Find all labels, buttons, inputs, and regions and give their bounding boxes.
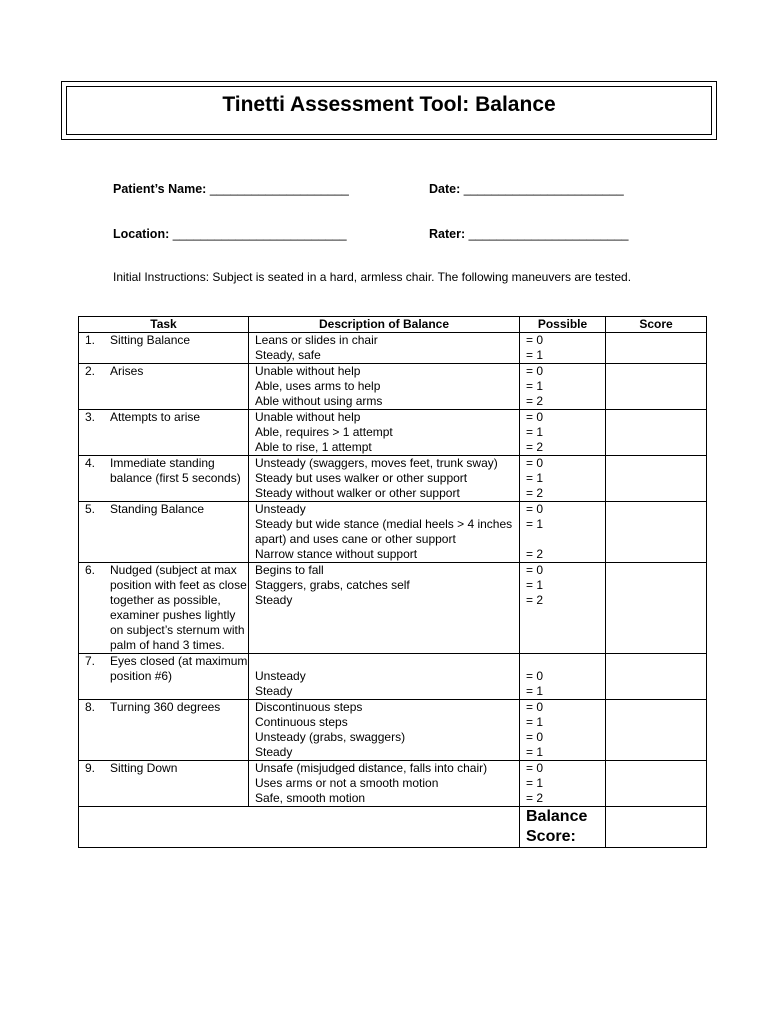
- description-item: Begins to fall: [255, 563, 324, 577]
- balance-score-label: Balance Score:: [520, 807, 606, 848]
- date-field[interactable]: [429, 182, 624, 196]
- possible-value: = 1: [526, 578, 544, 592]
- task-label: Attempts to arise: [110, 410, 201, 424]
- balance-score-input[interactable]: [606, 807, 707, 848]
- description-item: Continuous steps: [255, 715, 348, 729]
- table-row: [79, 364, 707, 410]
- task-number: 7.: [85, 654, 96, 668]
- description-item: Able to rise, 1 attempt: [255, 440, 372, 454]
- title-inner-border: [66, 86, 712, 135]
- score-input-cell[interactable]: [606, 502, 707, 563]
- possible-value: = 0: [526, 333, 544, 347]
- score-input-cell[interactable]: [606, 761, 707, 807]
- patient-name-label: Patient’s Name:: [113, 182, 207, 196]
- possible-value: = 0: [526, 730, 544, 744]
- description-item: Steady: [255, 684, 293, 698]
- score-input-cell[interactable]: [606, 700, 707, 761]
- location-line: _________________________: [172, 227, 347, 241]
- table-row: [79, 410, 707, 456]
- task-label: Sitting Down: [110, 761, 178, 775]
- header-description: Description of Balance: [249, 317, 520, 333]
- possible-value: = 1: [526, 348, 544, 362]
- task-cell: [79, 700, 249, 761]
- task-number: 6.: [85, 563, 96, 577]
- table-header-row: [79, 317, 707, 333]
- score-input-cell[interactable]: [606, 654, 707, 700]
- task-label: Arises: [110, 364, 144, 378]
- possible-value: = 2: [526, 486, 544, 500]
- possible-value: = 2: [526, 791, 544, 805]
- description-item: Unsteady: [255, 669, 306, 683]
- task-label: Nudged (subject at max position with feet as close together as possible, examiner pushes lightly on subject’s sternum with palm of hand 3 times.: [110, 563, 247, 652]
- task-label: Sitting Balance: [110, 333, 191, 347]
- possible-value: = 1: [526, 745, 544, 759]
- balance-score-row: [79, 807, 707, 848]
- score-input-cell[interactable]: [606, 333, 707, 364]
- rater-label: Rater:: [429, 227, 466, 241]
- description-item: Unable without help: [255, 364, 361, 378]
- balance-table: [78, 316, 707, 848]
- description-cell: [249, 700, 520, 761]
- description-cell: [249, 410, 520, 456]
- possible-value: = 2: [526, 593, 544, 607]
- possible-value: = 1: [526, 684, 544, 698]
- possible-cell: [520, 563, 606, 654]
- possible-cell: [520, 410, 606, 456]
- description-cell: [249, 761, 520, 807]
- date-line: _______________________: [463, 182, 624, 196]
- possible-value: = 1: [526, 471, 544, 485]
- possible-value: = 0: [526, 410, 544, 424]
- possible-cell: [520, 700, 606, 761]
- description-item: Staggers, grabs, catches self: [255, 578, 410, 592]
- description-item: Steady: [255, 745, 293, 759]
- description-item: Unable without help: [255, 410, 361, 424]
- score-input-cell[interactable]: [606, 456, 707, 502]
- task-label: Immediate standing balance (first 5 seconds): [110, 456, 241, 485]
- possible-value: = 2: [526, 394, 544, 408]
- possible-value: = 0: [526, 669, 544, 683]
- description-item: Steady: [255, 593, 293, 607]
- possible-value: = 1: [526, 379, 544, 393]
- table-row: [79, 333, 707, 364]
- possible-value: = 2: [526, 440, 544, 454]
- table-row: [79, 700, 707, 761]
- possible-value: = 0: [526, 761, 544, 775]
- task-cell: [79, 654, 249, 700]
- description-item: Narrow stance without support: [255, 547, 418, 561]
- rater-field[interactable]: [429, 227, 629, 241]
- possible-value: = 2: [526, 547, 544, 561]
- task-label: Standing Balance: [110, 502, 205, 516]
- task-number: 5.: [85, 502, 96, 516]
- description-cell: [249, 502, 520, 563]
- possible-value: = 0: [526, 456, 544, 470]
- header-possible: Possible: [520, 317, 606, 333]
- patient-name-line: ____________________: [209, 182, 349, 196]
- description-item: Steady, safe: [255, 348, 321, 362]
- possible-cell: [520, 333, 606, 364]
- table-row: [79, 563, 707, 654]
- description-item: Steady without walker or other support: [255, 486, 460, 500]
- description-cell: [249, 456, 520, 502]
- description-cell: [249, 654, 520, 700]
- task-cell: [79, 364, 249, 410]
- possible-cell: [520, 761, 606, 807]
- possible-cell: [520, 456, 606, 502]
- score-input-cell[interactable]: [606, 410, 707, 456]
- task-cell: [79, 456, 249, 502]
- task-cell: [79, 761, 249, 807]
- description-item: Steady but wide stance (medial heels > 4 inches apart) and uses cane or other support: [255, 517, 513, 546]
- date-label: Date:: [429, 182, 461, 196]
- description-item: Able, requires > 1 attempt: [255, 425, 393, 439]
- header-task: Task: [79, 317, 249, 333]
- possible-value: = 1: [526, 517, 544, 531]
- description-item: Unsafe (misjudged distance, falls into chair): [255, 761, 488, 775]
- table-row: [79, 761, 707, 807]
- task-number: 1.: [85, 333, 96, 347]
- task-cell: [79, 333, 249, 364]
- task-label: Turning 360 degrees: [110, 700, 221, 714]
- task-cell: [79, 563, 249, 654]
- possible-value: = 0: [526, 700, 544, 714]
- task-label: Eyes closed (at maximum position #6): [110, 654, 248, 683]
- description-item: Discontinuous steps: [255, 700, 363, 714]
- header-score: Score: [606, 317, 707, 333]
- title-box: [61, 81, 717, 140]
- location-field[interactable]: [113, 227, 347, 241]
- description-item: Uses arms or not a smooth motion: [255, 776, 439, 790]
- possible-value: = 0: [526, 563, 544, 577]
- location-label: Location:: [113, 227, 170, 241]
- possible-cell: [520, 502, 606, 563]
- possible-value: = 0: [526, 502, 544, 516]
- table-row: [79, 456, 707, 502]
- description-cell: [249, 333, 520, 364]
- initial-instructions: Initial Instructions: Subject is seated in a hard, armless chair. The following maneuvers are tested.: [113, 270, 632, 284]
- description-item: Unsteady (grabs, swaggers): [255, 730, 406, 744]
- description-cell: [249, 364, 520, 410]
- possible-value: = 1: [526, 425, 544, 439]
- table-row: [79, 654, 707, 700]
- description-item: Safe, smooth motion: [255, 791, 366, 805]
- description-item: Able, uses arms to help: [255, 379, 381, 393]
- table-body: [79, 333, 707, 848]
- possible-value: = 0: [526, 364, 544, 378]
- patient-name-field[interactable]: [113, 182, 349, 196]
- task-number: 4.: [85, 456, 96, 470]
- task-number: 2.: [85, 364, 96, 378]
- possible-value: = 1: [526, 715, 544, 729]
- task-cell: [79, 410, 249, 456]
- description-item: Able without using arms: [255, 394, 383, 408]
- description-item: [255, 654, 519, 669]
- description-cell: [249, 563, 520, 654]
- task-number: 8.: [85, 700, 96, 714]
- description-item: Steady but uses walker or other support: [255, 471, 468, 485]
- score-input-cell[interactable]: [606, 563, 707, 654]
- possible-value: [526, 532, 605, 547]
- score-input-cell[interactable]: [606, 364, 707, 410]
- table-row: [79, 502, 707, 563]
- task-cell: [79, 502, 249, 563]
- rater-line: _______________________: [468, 227, 629, 241]
- task-number: 3.: [85, 410, 96, 424]
- description-item: Unsteady (swaggers, moves feet, trunk sway): [255, 456, 498, 470]
- description-item: Leans or slides in chair: [255, 333, 378, 347]
- possible-value: = 1: [526, 776, 544, 790]
- balance-score-spacer: [79, 807, 520, 848]
- task-number: 9.: [85, 761, 96, 775]
- possible-cell: [520, 364, 606, 410]
- possible-cell: [520, 654, 606, 700]
- description-item: Unsteady: [255, 502, 306, 516]
- page-title: Tinetti Assessment Tool: Balance: [222, 92, 556, 116]
- possible-value: [526, 654, 605, 669]
